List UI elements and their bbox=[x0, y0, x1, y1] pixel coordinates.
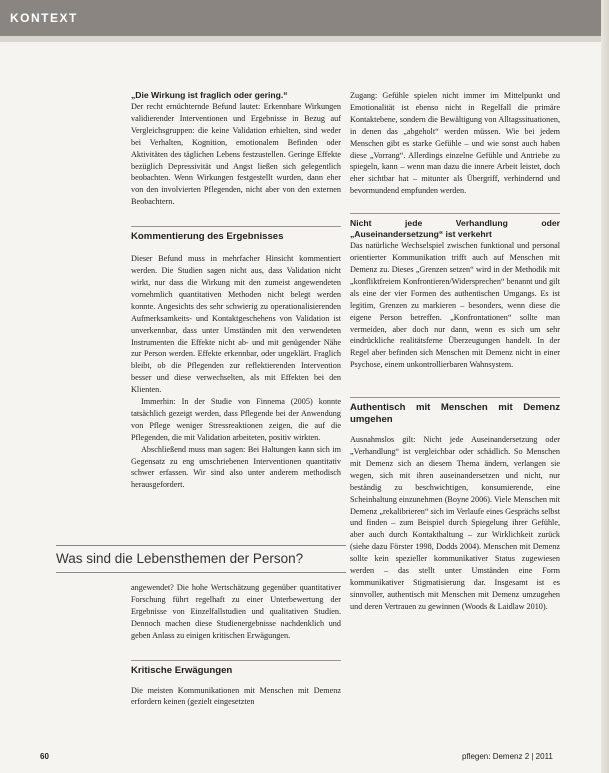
left-column-lower bbox=[131, 582, 341, 708]
left-column bbox=[131, 90, 341, 491]
pull-quote-rule-top bbox=[56, 545, 346, 546]
paragraph: Die meisten Kommunikationen mit Menschen mit Demenz erfordern keinen (gezielt eingesetzten bbox=[131, 685, 341, 707]
heading-authentisch: Authentisch mit Menschen mit Demenz umgehen bbox=[350, 402, 560, 426]
magazine-footer: pflegen: Demenz 2 | 2011 bbox=[462, 752, 553, 761]
paragraph: Dieser Befund muss in mehrfacher Hinsicht kommentiert werden. Die Studien sagen nicht aus, dass Validation nicht wirkt, nur dass die Wirkung mit den zumeist angewendeten vornehmlich quantitativen Methoden nicht belegt werden konnte. Angesichts des sehr schwierig zu operationalisierenden Aufmerksamkeits- und Kontaktgeschehens von Validation ist unverkennbar, dass unter Umständen mit den verwendeten Instrumenten die Effekte nicht ab- und mit genügender Nähe zur Person werden. Effekte erkennbar, oder ungeklärt. Fraglich bleibt, ob die Pflegenden zur reflektierenden Intervention besser und diese verwechselten, als mit Effekten bei den Klienten. bbox=[131, 254, 341, 395]
right-column bbox=[350, 90, 560, 613]
paragraph: Das natürliche Wechselspiel zwischen funktional und personal orientierter Kommunikation trifft auch auf Menschen mit Demenz zu. Dieses „Grenzen setzen“ wird in der Methodik mit „konfliktfreiem Konfrontieren/Widersprechen“ benannt und gilt als eine der vier Formen des authentischen Umgangs. Es ist legitim, Grenzen zu markieren – besonders, wenn diese die eigene Person betreffen. „Konfrontationen“ sollte man vermeiden, aber doch nur dann, wenn es sich um sehr eindrückliche realitätsferne Überzeugungen handelt. In der Regel aber befinden sich Menschen mit Demenz nicht in einer Psychose, einem unkontrollierbaren Wahnsystem. bbox=[350, 241, 560, 370]
section-divider bbox=[350, 397, 560, 398]
paragraph: Zugang: Gefühle spielen nicht immer im Mittelpunkt und Emotionalität ist ebenso nicht in Regelfall die primäre Kontaktebene, sondern die Bewältigung von Alltagssituationen, in denen das „abgeholt“ werden müssen. Wie bei jedem Menschen gibt es starke Gefühle – und wie sonst auch haben diese „Vorrang“. Allerdings einzelne Gefühle und Antriebe zu spiegeln, kann – wenn man dazu die innere Arbeit leistet, doch eher sichtbar hat – mitunter als Übergriff, verhindernd und bevormundend empfunden werden. bbox=[350, 91, 560, 196]
page-number: 60 bbox=[40, 752, 49, 761]
section-divider bbox=[131, 226, 341, 227]
paragraph: Immerhin: In der Studie von Finnema (2005) konnte tatsächlich gezeigt werden, dass Pflegende bei der Anwendung von Pflege weniger Stressreaktionen zeigen, die auf die Pflegenden, die mit Validation arbeiteten, positiv wirkten. bbox=[131, 397, 341, 442]
pull-quote-rule-bottom bbox=[56, 572, 346, 573]
paragraph: angewendet? Die hohe Wertschätzung gegenüber quantitativer Forschung führt regelhaft zu einer Unterbewertung der Ergebnisse von Einzelfallstudien und qualitativen Studien. Dennoch machen diese Studienergebnisse nachdenklich und geben Anlass zu einigen kritischen Erwägungen. bbox=[131, 583, 341, 640]
paragraph: Ausnahmslos gilt: Nicht jede Auseinandersetzung oder „Verhandlung“ ist vergleichbar oder schädlich. So Menschen mit Demenz sich an diesem Thema ändern, verlangen sie wegen, sich mit ihren auseinandersetzen und nicht, nur beständig zu beschwichtigen, konsumierende, eine Scheinhaltung einzunehmen (Boyne 2006). Viele Menschen mit Demenz „rekalibrieren“ sich im Verlaufe eines Gesprächs selbst und finden – zum Beispiel durch Spiegelung ihrer Gefühle, aber auch durch Kontakthaltung – zur Wirklichkeit zurück (siehe dazu Förster 1998, Dodds 2004). Menschen mit Demenz sollte kein spezieller kommunikativer Status zugewiesen werden – das stellt unter Umständen eine Form kommunikativer Stigmatisierung dar. Insgesamt ist es sinnvoller, authentisch mit Menschen mit Demenz umzugehen und deren Vertrauen zu gewinnen (Woods & Laidlaw 2010). bbox=[350, 435, 560, 611]
section-label: KONTEXT bbox=[10, 11, 78, 25]
section-divider bbox=[131, 660, 341, 661]
paragraph: Der recht ernüchternde Befund lautet: Erkennbare Wirkungen validierender Interventionen und Ergebnisse in Bezug auf Vergleichsgruppen: die keine Validation erhielten, sind weder bei Verhalten, Kognition, emotionalem Befinden oder Aktivitäten des täglichen Lebens festzustellen. Geringe Effekte bezüglich Depressivität und Angst ließen sich gelegentlich beobachten. Wenn Wirkungen festgestellt wurden, dann eher von den involvierten Pflegenden, nicht aber von den externen Beobachtern. bbox=[131, 102, 341, 207]
pull-quote: Was sind die Lebensthemen der Person? bbox=[56, 551, 304, 566]
heading-verhandlung: Nicht jede Verhandlung oder „Auseinandersetzung“ ist verkehrt bbox=[350, 218, 560, 240]
heading-kritische-erwaegungen: Kritische Erwägungen bbox=[131, 664, 233, 676]
paragraph: Abschließend muss man sagen: Bei Haltungen kann sich im Gegensatz zu eng umschriebenen Interventionen quantitativ schwer erfassen. Wir sind also unter anderem methodisch herausgefordert. bbox=[131, 444, 341, 490]
section-divider bbox=[350, 213, 560, 214]
heading-wirkung: „Die Wirkung ist fraglich oder gering.“ bbox=[131, 90, 288, 100]
banner-rule bbox=[0, 36, 609, 42]
heading-kommentierung: Kommentierung des Ergebnisses bbox=[131, 231, 284, 243]
page-edge bbox=[601, 0, 609, 773]
section-banner bbox=[0, 0, 609, 36]
